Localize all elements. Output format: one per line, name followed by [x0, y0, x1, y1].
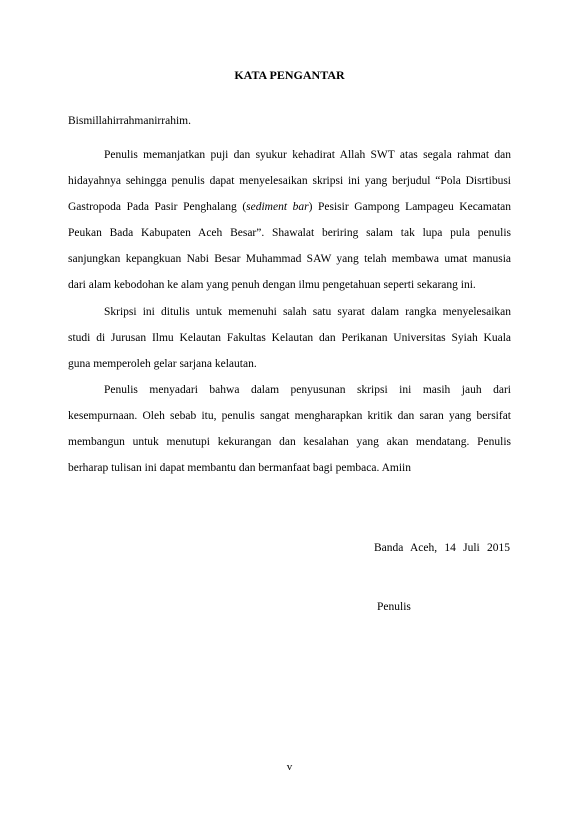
paragraph-1-line: [68, 194, 511, 220]
place-date: Banda Aceh, 14 Juli 2015: [374, 542, 510, 554]
paragraph-1-line: Peukan Bada Kabupaten Aceh Besar”. Shawalat beriring salam tak lupa pula penulis: [68, 227, 511, 240]
paragraph-2-line: Skripsi ini ditulis untuk memenuhi salah satu syarat dalam rangka menyelesaikan: [104, 305, 511, 318]
paragraph-1-line: hidayahnya sehingga penulis dapat menyelesaikan skripsi ini yang berjudul “Pola Disrtibusi: [68, 175, 511, 188]
paragraph-3-line: membangun untuk menutupi kekurangan dan kesalahan yang akan mendatang. Penulis: [68, 436, 511, 449]
paragraph-2-line: guna memperoleh gelar sarjana kelautan.: [68, 357, 257, 370]
paragraph-1-line: sanjungkan kepangkuan Nabi Besar Muhammad SAW yang telah membawa umat manusia: [68, 253, 511, 266]
thesis-title-part: ) Pesisir Gampong Lampageu Kecamatan: [308, 201, 511, 214]
paragraph-2-line: studi di Jurusan Ilmu Kelautan Fakultas Kelautan dan Perikanan Universitas Syiah Kuala: [68, 331, 511, 344]
paragraph-1-line: dari alam kebodohan ke alam yang penuh dengan ilmu pengetahuan seperti sekarang ini.: [68, 279, 476, 292]
page-number: v: [286, 761, 293, 773]
paragraph-3-line: berharap tulisan ini dapat membantu dan bermanfaat bagi pembaca. Amiin: [68, 462, 411, 475]
page-title: KATA PENGANTAR: [234, 68, 345, 82]
paragraph-3-line: kesempurnaan. Oleh sebab itu, penulis sangat mengharapkan kritik dan saran yang bersifat: [68, 409, 511, 422]
thesis-title-part: Gastropoda Pada Pasir Penghalang (: [68, 201, 247, 214]
paragraph-1-line: Penulis memanjatkan puji dan syukur kehadirat Allah SWT atas segala rahmat dan: [104, 149, 511, 161]
foreword-body: [68, 142, 511, 481]
greeting-text: Bismillahirrahmanirrahim.: [68, 115, 191, 127]
signature-label: Penulis: [377, 601, 411, 613]
italic-term: sediment bar: [246, 201, 309, 214]
paragraph-3-line: Penulis menyadari bahwa dalam penyusunan skripsi ini masih jauh dari: [104, 383, 511, 396]
